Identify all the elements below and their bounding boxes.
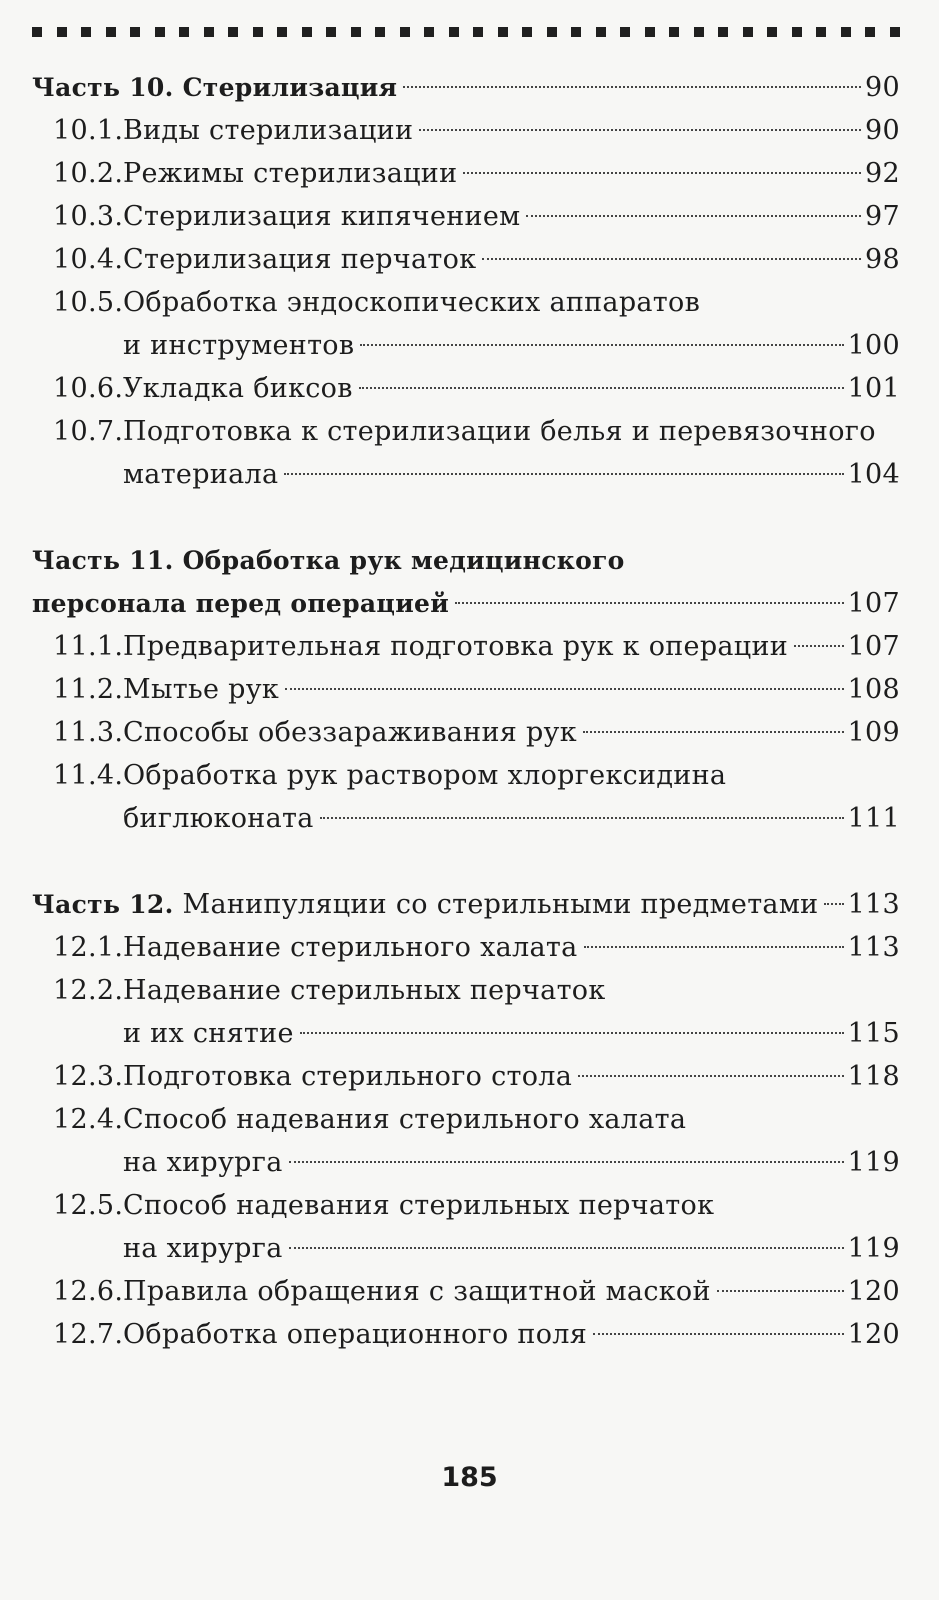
toc-entry-11-1[interactable]: 11.1. Предварительная подготовка рук к операции 107 (53, 631, 900, 662)
toc-heading-part-11-line-1[interactable]: Часть 11. Обработка рук медицинского (32, 546, 625, 575)
border-square (302, 27, 312, 37)
page-ref: 90 (865, 72, 900, 103)
toc-entry-12-3[interactable]: 12.3. Подготовка стерильного стола 118 (53, 1061, 900, 1092)
border-square (522, 27, 532, 37)
border-square (326, 27, 336, 37)
border-square (253, 27, 263, 37)
page-number: 185 (441, 1462, 498, 1493)
decorative-border (32, 26, 900, 38)
border-square (179, 27, 189, 37)
toc-entry-12-2-line-2[interactable]: и их снятие 115 (123, 1018, 900, 1049)
border-square (890, 27, 900, 37)
toc-entry-12-5-line-1[interactable]: 12.5. Способ надевания стерильных перчаток (53, 1190, 715, 1221)
border-square (841, 27, 851, 37)
border-square (547, 27, 557, 37)
toc-entry-10-5-line-2[interactable]: и инструментов 100 (123, 330, 900, 361)
toc-entry-10-5-line-1[interactable]: 10.5. Обработка эндоскопических аппаратов (53, 287, 701, 318)
border-square (669, 27, 679, 37)
toc-heading-part-11-line-2[interactable]: персонала перед операцией 107 (32, 588, 900, 619)
toc-section-10 (32, 66, 900, 496)
border-square (81, 27, 91, 37)
border-square (424, 27, 434, 37)
toc-entry-11-4-line-1[interactable]: 11.4. Обработка рук раствором хлоргексидина (53, 760, 727, 791)
border-square (792, 27, 802, 37)
border-square (718, 27, 728, 37)
toc-entry-11-2[interactable]: 11.2. Мытье рук 108 (53, 674, 900, 705)
toc-heading-part-10[interactable]: Часть 10. Стерилизация 90 (32, 66, 900, 109)
border-square (865, 27, 875, 37)
toc-heading-part-12[interactable]: Часть 12. Манипуляции со стерильными предметами 113 (32, 889, 900, 920)
border-square (767, 27, 777, 37)
table-of-contents (32, 66, 900, 1399)
border-square (449, 27, 459, 37)
border-square (375, 27, 385, 37)
toc-entry-12-4-line-2[interactable]: на хирурга 119 (123, 1147, 900, 1178)
border-square (645, 27, 655, 37)
border-square (400, 27, 410, 37)
toc-entry-10-7-line-1[interactable]: 10.7. Подготовка к стерилизации белья и перевязочного (53, 416, 876, 447)
border-square (743, 27, 753, 37)
border-square (130, 27, 140, 37)
toc-entry-10-6[interactable]: 10.6. Укладка биксов 101 (53, 373, 900, 404)
border-square (32, 27, 42, 37)
toc-entry-12-1[interactable]: 12.1. Надевание стерильного халата 113 (53, 932, 900, 963)
toc-entry-10-4[interactable]: 10.4. Стерилизация перчаток 98 (53, 244, 900, 275)
toc-entry-10-1[interactable]: 10.1. Виды стерилизации 90 (53, 115, 900, 146)
border-square (816, 27, 826, 37)
toc-entry-12-6[interactable]: 12.6. Правила обращения с защитной маской 120 (53, 1276, 900, 1307)
border-square (596, 27, 606, 37)
toc-entry-11-3[interactable]: 11.3. Способы обеззараживания рук 109 (53, 717, 900, 748)
toc-entry-10-7-line-2[interactable]: материала 104 (123, 459, 900, 490)
border-square (155, 27, 165, 37)
border-square (57, 27, 67, 37)
border-square (228, 27, 238, 37)
toc-entry-12-4-line-1[interactable]: 12.4. Способ надевания стерильного халата (53, 1104, 687, 1135)
toc-entry-10-2[interactable]: 10.2. Режимы стерилизации 92 (53, 158, 900, 189)
toc-section-12 (32, 883, 900, 1356)
border-square (204, 27, 214, 37)
toc-entry-12-7[interactable]: 12.7. Обработка операционного поля 120 (53, 1319, 900, 1350)
toc-section-11 (32, 539, 900, 840)
toc-entry-11-4-line-2[interactable]: биглюконата 111 (123, 803, 900, 834)
toc-entry-12-2-line-1[interactable]: 12.2. Надевание стерильных перчаток (53, 975, 606, 1006)
border-square (694, 27, 704, 37)
border-square (571, 27, 581, 37)
border-square (351, 27, 361, 37)
toc-entry-10-3[interactable]: 10.3. Стерилизация кипячением 97 (53, 201, 900, 232)
toc-entry-12-5-line-2[interactable]: на хирурга 119 (123, 1233, 900, 1264)
border-square (498, 27, 508, 37)
border-square (473, 27, 483, 37)
border-square (620, 27, 630, 37)
border-square (277, 27, 287, 37)
border-square (106, 27, 116, 37)
